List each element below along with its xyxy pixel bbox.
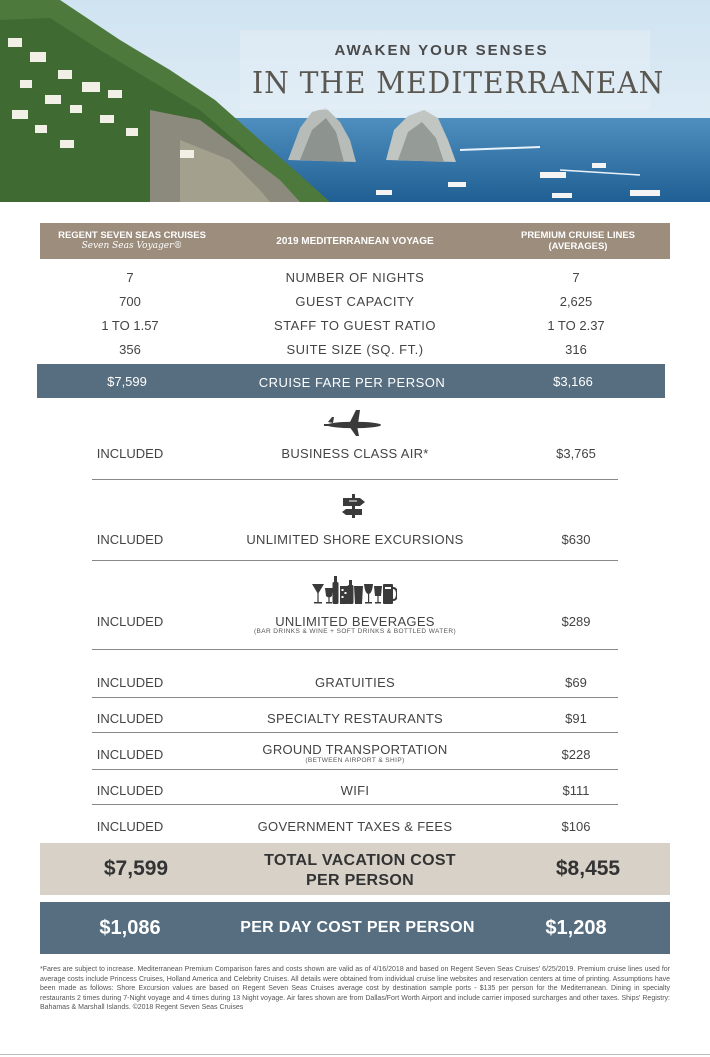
header-premium-column xyxy=(486,223,670,259)
row-label: STAFF TO GUEST RATIO xyxy=(274,318,436,333)
premium-value: $630 xyxy=(561,532,591,547)
row-divider xyxy=(92,649,618,650)
premium-fare: $3,166 xyxy=(553,374,593,389)
row-divider xyxy=(92,479,618,480)
header-voyage-column: 2019 MEDITERRANEAN VOYAGE xyxy=(276,235,434,247)
beverages-note: (BAR DRINKS & WINE + SOFT DRINKS & BOTTLED WATER) xyxy=(253,628,457,635)
premium-value: $69 xyxy=(565,675,587,690)
row-divider xyxy=(92,560,618,561)
per-day-label: PER DAY COST PER PERSON xyxy=(240,919,475,936)
regent-value: 1 TO 1.57 xyxy=(101,318,159,333)
hero-banner xyxy=(0,0,710,202)
inclusion-row xyxy=(40,706,670,730)
premium-value: $111 xyxy=(562,783,590,798)
row-divider xyxy=(92,732,618,733)
fare-label: CRUISE FARE PER PERSON xyxy=(258,375,446,390)
premium-value: 2,625 xyxy=(559,294,593,309)
signpost-icon xyxy=(340,492,368,520)
regent-value: INCLUDED xyxy=(96,675,164,690)
row-label: GOVERNMENT TAXES & FEES xyxy=(257,819,453,834)
row-label: UNLIMITED BEVERAGES xyxy=(275,614,435,629)
total-label-line2: PER PERSON xyxy=(306,872,414,889)
hero-kicker: AWAKEN YOUR SENSES xyxy=(334,42,549,59)
transportation-note: (BETWEEN AIRPORT & SHIP) xyxy=(305,757,405,764)
regent-value: INCLUDED xyxy=(96,747,164,762)
stat-row xyxy=(40,266,670,290)
row-label: SPECIALTY RESTAURANTS xyxy=(266,711,444,726)
premium-value: 1 TO 2.37 xyxy=(547,318,605,333)
row-label: WIFI xyxy=(340,783,370,798)
cruise-fare-bar xyxy=(37,364,665,398)
total-label xyxy=(230,851,490,891)
regent-value: INCLUDED xyxy=(96,783,164,798)
per-day-cost-bar xyxy=(40,902,670,954)
stat-row xyxy=(40,314,670,338)
inclusion-row xyxy=(40,527,670,551)
premium-value: 7 xyxy=(572,270,580,285)
row-label: NUMBER OF NIGHTS xyxy=(285,270,425,285)
total-label-line1: TOTAL VACATION COST xyxy=(264,852,456,869)
total-vacation-cost-bar xyxy=(40,843,670,895)
regent-value: 356 xyxy=(119,342,141,357)
regent-value: INCLUDED xyxy=(96,819,164,834)
premium-value: $106 xyxy=(561,819,591,834)
row-divider xyxy=(92,804,618,805)
regent-per-day: $1,086 xyxy=(99,917,161,939)
row-label: GUEST CAPACITY xyxy=(295,294,415,309)
airplane-icon xyxy=(322,408,386,438)
regent-value: 7 xyxy=(126,270,134,285)
inclusion-row xyxy=(40,670,670,694)
regent-value: INCLUDED xyxy=(96,711,164,726)
hero-title: IN THE MEDITERRANEAN xyxy=(252,66,665,101)
inclusion-row xyxy=(40,778,670,802)
comparison-table-header xyxy=(40,223,670,259)
mediterranean-coast-photo xyxy=(0,0,710,202)
premium-total: $8,455 xyxy=(555,857,621,880)
header-regent-brand: REGENT SEVEN SEAS CRUISES xyxy=(58,230,206,241)
premium-value: $91 xyxy=(565,711,587,726)
regent-value: 700 xyxy=(119,294,141,309)
header-premium-line2: (AVERAGES) xyxy=(548,241,608,252)
header-premium-line1: PREMIUM CRUISE LINES xyxy=(520,230,635,241)
premium-value: $3,765 xyxy=(556,446,596,461)
row-label: UNLIMITED SHORE EXCURSIONS xyxy=(246,532,464,547)
premium-per-day: $1,208 xyxy=(545,917,607,939)
premium-value: $228 xyxy=(561,747,591,762)
regent-value: INCLUDED xyxy=(96,446,164,461)
page-bottom-rule xyxy=(0,1054,710,1055)
inclusion-row xyxy=(40,814,670,838)
beverages-icon xyxy=(311,574,397,606)
row-label: SUITE SIZE (SQ. FT.) xyxy=(286,342,424,357)
row-label: BUSINESS CLASS AIR* xyxy=(281,446,429,461)
header-ship-name: Seven Seas Voyager® xyxy=(81,241,183,251)
row-label: GROUND TRANSPORTATION xyxy=(262,742,448,757)
premium-value: $289 xyxy=(561,614,591,629)
header-regent-column xyxy=(40,223,224,259)
regent-fare: $7,599 xyxy=(107,374,147,389)
stat-row xyxy=(40,290,670,314)
row-divider xyxy=(92,697,618,698)
footnote: *Fares are subject to increase. Mediterranean Premium Comparison fares and costs shown are valid as of 4/16/2018 and based on Regent Seven Seas Cruises' 6/25/2019. Premium cruise lines used for average costs include Princess Cruises, Holland America and Celebrity Cruises. All details were obtained from individual cruise line websites and reservation centers at time of printing. Assumptions have been made as follows: Shore Excursion values are based on Regent Seven Seas Cruises average cost by destination sample ports - $135 per person for the Mediterranean. Dining in specialty restaurants 2 times during 7-Night voyage and 4 times during 13 Night voyage. Air fares shown are from Dallas/Fort Worth Airport and include carrier imposed surcharges and other taxes. Ships' Registry: Bahamas & Marshall Islands. ©2018 Regent Seven Seas Cruises xyxy=(40,966,670,1012)
stat-row xyxy=(40,338,670,362)
row-divider xyxy=(92,769,618,770)
regent-value: INCLUDED xyxy=(96,532,164,547)
premium-value: 316 xyxy=(565,342,587,357)
inclusion-row xyxy=(40,441,670,465)
regent-value: INCLUDED xyxy=(96,614,164,629)
regent-total: $7,599 xyxy=(103,857,169,880)
row-label: GRATUITIES xyxy=(314,675,396,690)
